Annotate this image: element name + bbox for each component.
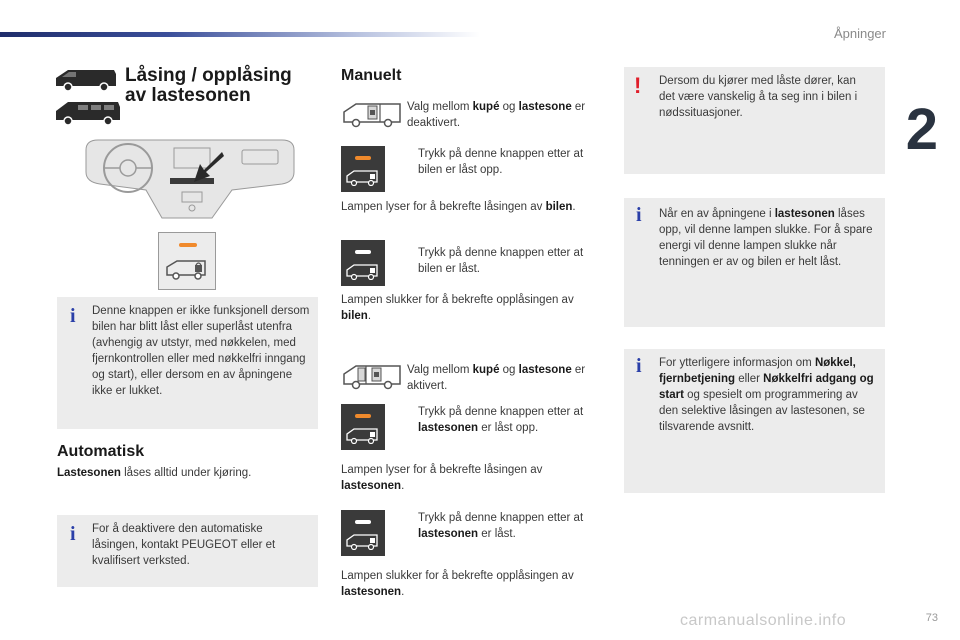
t: . [401,586,405,598]
info-text [659,206,874,270]
indicator-lamp-on [355,414,371,418]
t: Lampen slukker for å bekrefte opplåsingen av [341,294,574,306]
step-4-text [418,510,603,542]
lock-button-lamp-on-3 [341,404,385,450]
t: er låst. [478,528,516,540]
t: lastesone [518,101,572,113]
t: er låst opp. [478,422,539,434]
t: bilen [545,201,573,213]
info-text [659,355,879,435]
info-icon: i [636,204,642,226]
result-2-text [341,292,601,324]
t: er aktivert. [407,364,586,392]
t: lastesonen [341,480,402,492]
t: Lampen lyser for å bekrefte låsingen av [341,464,543,476]
t: er deaktivert. [407,101,586,129]
automatic-text [57,465,317,481]
info-icon: i [70,305,76,327]
title-line-1: Låsing / opplåsing [125,65,292,86]
t: og spesielt om programmering av den selektive låsingen av lastesonen, se tilsvarende avsnitt. [659,389,865,433]
watermark: carmanualsonline.info [680,612,847,629]
van-lock-icon [345,426,381,444]
t: lastesonen [418,422,479,434]
info-text: Denne knappen er ikke funksjonell dersom bilen har blitt låst eller superlåst utenfra (avhengig av utstyr, med nøkkelen, med fjernkontrollen eller med nøkkelfri inngang og start), eller dersom en av åpningene ikke er lukket. [92,305,310,397]
automatic-bold: Lastesonen [57,467,121,479]
info-icon: i [636,355,642,377]
cab-load-deactivated-icon [342,100,402,128]
t: og [499,364,519,376]
info-box-more-information [624,349,885,493]
indicator-lamp-on [355,156,371,160]
t: Trykk på denne knappen etter at [418,512,584,524]
t: . [572,201,576,213]
t: Nøkkelfri adgang og start [659,373,874,401]
select-activated-text [407,362,602,394]
t: . [367,310,372,322]
t: og [499,101,519,113]
chapter-number: 2 [905,97,938,162]
t: Lampen lyser for å bekrefte låsingen av [341,201,546,213]
t: Når en av åpningene i [659,208,775,220]
info-icon: i [70,523,76,545]
t: For ytterligere informasjon om [659,357,815,369]
t: Valg mellom [407,101,473,113]
t: lastesonen [774,208,835,220]
t: . [401,480,405,492]
passenger-van-icon [54,98,122,126]
step-1-text: Trykk på denne knappen etter at bilen er låst opp. [418,148,584,176]
lock-button-lamp-off-2 [341,240,385,286]
van-lock-icon [345,168,381,186]
automatic-rest: låses alltid under kjøring. [120,467,252,479]
short-van-icon [54,66,118,92]
header-gradient-bar [0,32,480,37]
lock-button-lamp-on-1 [341,146,385,192]
van-lock-icon [345,262,381,280]
t: eller [735,373,764,385]
info-box-deactivate-automatic [57,515,318,587]
indicator-lamp-off [355,520,371,524]
page-title [125,66,292,106]
section-title: Åpninger [833,26,886,41]
dashboard-illustration [82,138,298,220]
cab-load-activated-icon [342,362,402,390]
result-3-text [341,462,581,494]
t: kupé [472,364,500,376]
t: kupé [472,101,500,113]
result-4-text [341,568,601,600]
result-1-text [341,199,601,215]
step-2-text: Trykk på denne knappen etter at bilen er låst. [418,247,584,275]
page-number: 73 [925,612,938,624]
t: lastesonen [418,528,479,540]
heading-manual: Manuelt [341,67,402,84]
info-box-button-nonfunctional [57,297,318,429]
t: Valg mellom [407,364,473,376]
heading-automatic: Automatisk [57,443,145,460]
t: bilen [341,310,368,322]
t: lastesonen [341,586,402,598]
van-lock-icon [165,257,211,281]
warning-text: Dersom du kjører med låste dører, kan det være vanskelig å ta seg inn i bilen i nødssituasjoner. [659,75,858,119]
info-box-lamp-behavior [624,198,885,327]
select-deactivated-text [407,99,602,131]
van-lock-icon [345,532,381,550]
t: låses opp, vil denne lampen slukke. For å spare energi vil denne lampen slukke når tenningen er av og bilen er helt låst. [659,208,873,268]
title-line-2: av lastesonen [125,85,251,106]
warning-icon: ! [634,73,642,98]
warning-box-locked-doors [624,67,885,174]
indicator-lamp-on [179,243,197,247]
lock-button-lamp-off-4 [341,510,385,556]
t: Trykk på denne knappen etter at [418,406,584,418]
t: Lampen slukker for å bekrefte opplåsingen av [341,570,574,582]
step-3-text [418,404,603,436]
indicator-lamp-off [355,250,371,254]
t: Nøkkel, fjernbetjening [659,357,856,385]
t: lastesone [518,364,572,376]
info-text: For å deaktivere den automatiske låsingen, kontakt PEUGEOT eller et kvalifisert verksted. [92,523,276,567]
load-area-lock-button-illustration [158,232,216,290]
